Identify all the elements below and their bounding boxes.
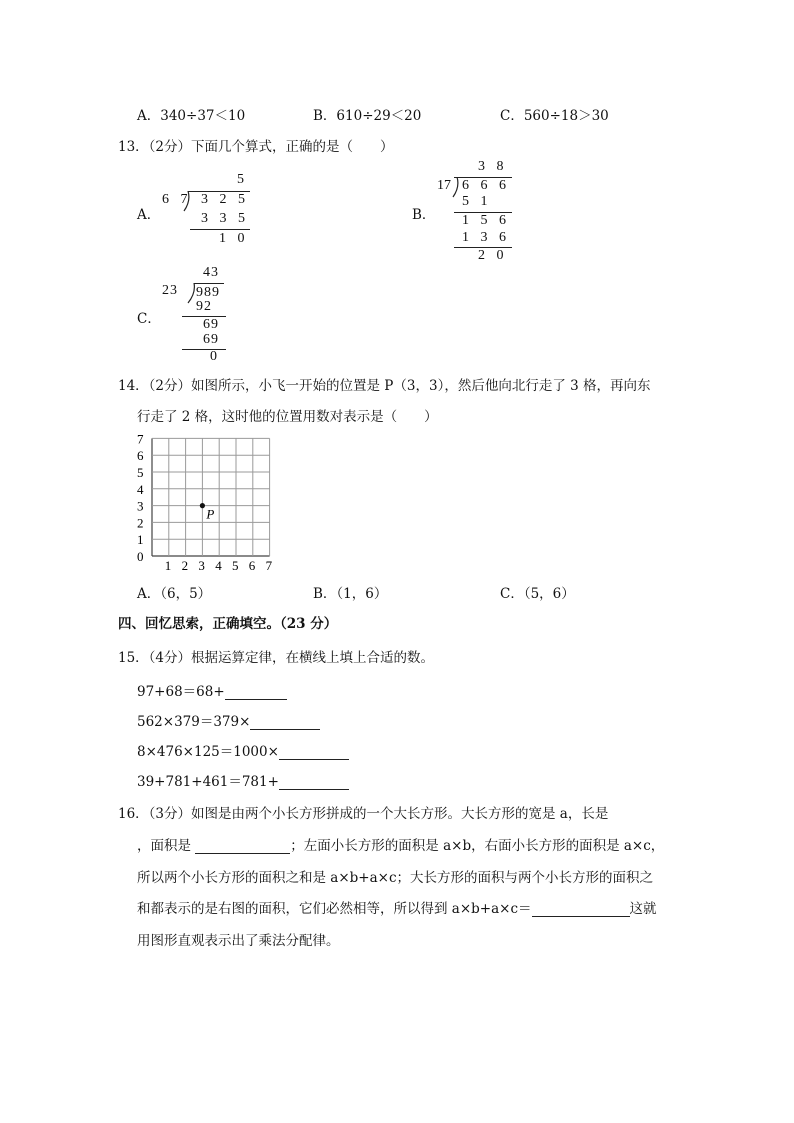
q14-option-b: B．（1，6） [313, 586, 388, 602]
q16-text-2b: ；左面小长方形的面积是 a×b，右面小长方形的面积是 a×c， [290, 838, 665, 854]
subtract-line [190, 229, 250, 230]
remainder: 1 0 [219, 231, 249, 246]
q14-option-c: C．（5，6） [500, 586, 575, 602]
x-tick-label: 2 [181, 558, 189, 573]
x-tick-label: 6 [248, 558, 256, 573]
q16-text-4b: 这就 [629, 901, 657, 917]
section-four-heading: 四、回忆思索，正确填空。（23 分） [118, 616, 338, 632]
q13-option-c-division [160, 265, 230, 365]
y-tick-label: 5 [137, 465, 144, 480]
q15-equation-4: 39+781+461＝781+ [137, 774, 279, 790]
point-p-marker [200, 503, 205, 508]
q15-blank-2[interactable] [250, 715, 320, 730]
q16-line-3: 所以两个小长方形的面积之和是 a×b+a×c；大长方形的面积与两个小长方形的面积之 [137, 870, 654, 886]
q14-option-a: A．（6，5） [137, 586, 212, 602]
dividend: 989 [196, 285, 220, 300]
q16-line-4 [137, 897, 657, 917]
q12-option-c: C．560÷18＞30 [500, 108, 609, 124]
q15-line-2 [137, 710, 320, 730]
q15-line-1 [137, 680, 287, 700]
q15-equation-3: 8×476×125＝1000× [137, 744, 279, 760]
q13-option-a-division [158, 170, 253, 250]
x-tick-label: 4 [215, 558, 222, 573]
dividend: 6 6 6 [462, 178, 510, 193]
q13-option-b-label: B． [412, 207, 436, 223]
product: 3 3 5 [201, 211, 249, 226]
remainder: 2 0 [478, 248, 508, 263]
q16-line-5: 用图形直观表示出了乘法分配律。 [137, 933, 340, 949]
q15-equation-2: 562×379＝379× [137, 714, 251, 730]
y-tick-label: 4 [137, 481, 144, 497]
q15-blank-4[interactable] [279, 775, 349, 790]
q13-option-c-label: C． [137, 311, 161, 327]
q14-coordinate-grid [130, 428, 290, 576]
step3: 1 3 6 [462, 230, 510, 245]
y-tick-label: 2 [137, 515, 144, 531]
step1: 5 1 [462, 194, 492, 209]
q14-stem-line2: 行走了 2 格，这时他的位置用数对表示是（ ） [137, 409, 438, 425]
quotient: 5 [237, 172, 248, 187]
q15-blank-3[interactable] [279, 745, 349, 760]
x-tick-label: 1 [164, 558, 172, 573]
q16-blank-area[interactable] [195, 839, 290, 854]
q13-option-b-division [436, 158, 516, 266]
quotient: 43 [203, 265, 219, 280]
q15-line-3 [137, 740, 349, 760]
q15-stem: 15．（4分）根据运算定律，在横线上填上合适的数。 [118, 650, 435, 666]
q12-option-b: B．610÷29＜20 [313, 108, 422, 124]
divisor: 17 [437, 178, 451, 193]
quotient: 3 8 [478, 159, 508, 174]
q16-text-4a: 和都表示的是右图的面积，它们必然相等，所以得到 a×b+a×c＝ [137, 901, 532, 917]
divisor: 23 [162, 283, 178, 298]
q13-stem: 13．（2分）下面几个算式，正确的是（ ） [118, 139, 394, 155]
q16-text-2a: ，面积是 [137, 838, 191, 854]
y-tick-label: 7 [137, 431, 144, 447]
step2: 1 5 6 [462, 213, 510, 228]
y-tick-label: 1 [137, 532, 144, 548]
step1: 92 [196, 299, 212, 314]
division-bracket [182, 191, 192, 213]
dividend: 3 2 5 [201, 192, 249, 207]
y-tick-label: 3 [137, 498, 144, 514]
q15-equation-1: 97+68＝68+ [137, 684, 225, 700]
y-tick-label: 0 [137, 549, 144, 564]
q16-line-2 [137, 834, 664, 854]
q16-blank-result[interactable] [532, 902, 630, 917]
x-tick-label: 5 [232, 558, 239, 573]
division-bracket [451, 177, 461, 199]
x-tick-label: 7 [265, 558, 273, 573]
q14-stem-line1: 14．（2分）如图所示，小飞一开始的位置是 P（3，3），然后他向北行走了 3 格，再向东 [118, 378, 651, 394]
y-tick-label: 6 [137, 448, 144, 464]
step2: 69 [203, 317, 219, 332]
q15-line-4 [137, 770, 349, 790]
q12-option-a: A．340÷37＜10 [137, 108, 246, 124]
q13-option-a-label: A． [137, 207, 161, 223]
x-tick-label: 3 [198, 558, 205, 573]
q15-blank-1[interactable] [225, 685, 287, 700]
point-p-label: P [206, 506, 215, 522]
divisor: 6 7 [162, 192, 192, 207]
division-bar [194, 283, 224, 284]
step3: 69 [203, 332, 219, 347]
remainder: 0 [210, 349, 221, 364]
q16-line-1: 16．（3分）如图是由两个小长方形拼成的一个大长方形。大长方形的宽是 a，长是 [118, 806, 609, 822]
